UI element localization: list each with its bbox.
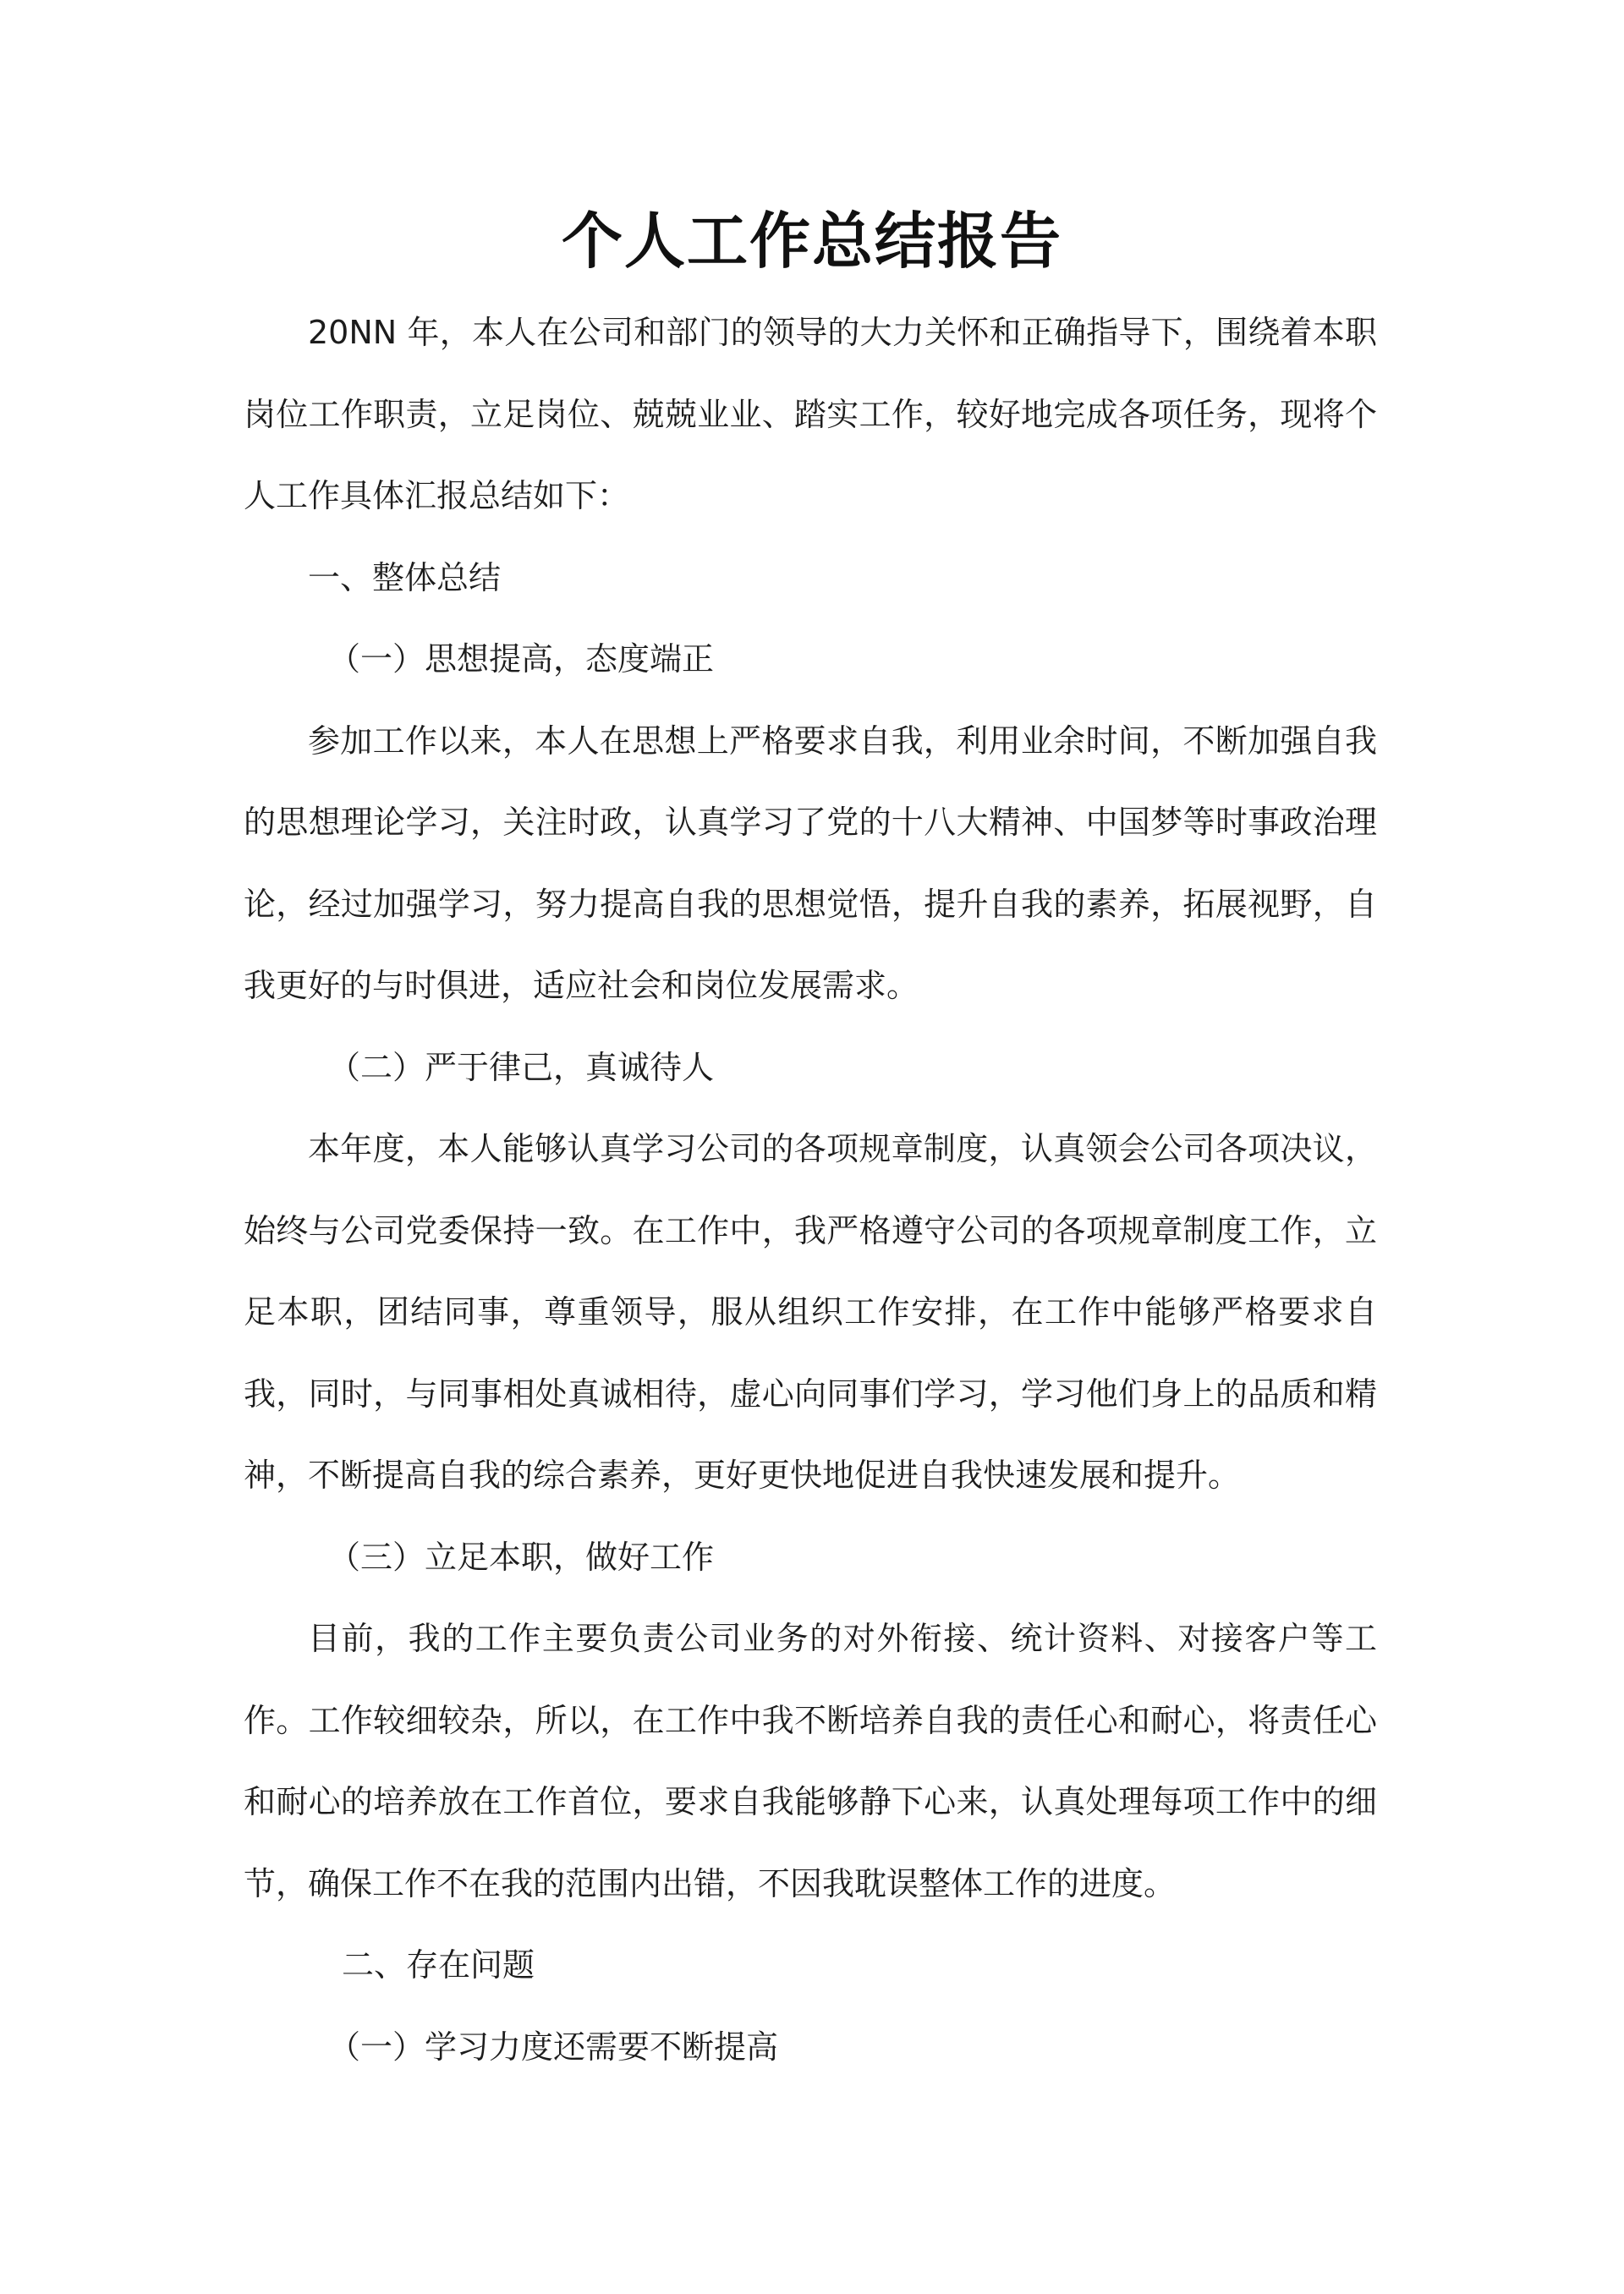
section-heading-overall-summary: 一、整体总结 [308, 558, 502, 596]
paragraph-discipline: 本年度，本人能够认真学习公司的各项规章制度，认真领会公司各项决议，始终与公司党委保持一致。在工作中，我严格遵守公司的各项规章制度工作，立足本职，团结同事，尊重领导，服从组织工作安排，在工作中能够严格要求自我，同时，与同事相处真诚相待，虚心向同事们学习，学习他们身上的品质和精神，不断提高自我的综合素养，更好更快地促进自我快速发展和提升。 [244, 1130, 1377, 1494]
intro-paragraph: 20NN 年，本人在公司和部门的领导的大力关怀和正确指导下，围绕着本职岗位工作职责，立足岗位、兢兢业业、踏实工作，较好地完成各项任务，现将个人工作具体汇报总结如下： [244, 314, 1377, 514]
subsection-heading-learning: （一）学习力度还需要不断提高 [328, 2028, 779, 2066]
document-body [244, 292, 1377, 2088]
subsection-heading-thought: （一）思想提高，态度端正 [328, 640, 715, 678]
subsection-heading-work: （三）立足本职，做好工作 [328, 1538, 715, 1576]
section-heading-problems: 二、存在问题 [342, 1946, 535, 1984]
subsection-heading-discipline: （二）严于律己，真诚待人 [328, 1048, 715, 1086]
paragraph-thought: 参加工作以来，本人在思想上严格要求自我，利用业余时间，不断加强自我的思想理论学习，关注时政，认真学习了党的十八大精神、中国梦等时事政治理论，经过加强学习，努力提高自我的思想觉悟，提升自我的素养，拓展视野，自我更好的与时俱进，适应社会和岗位发展需求。 [244, 722, 1377, 1004]
paragraph-work: 目前，我的工作主要负责公司业务的对外衔接、统计资料、对接客户等工作。工作较细较杂，所以，在工作中我不断培养自我的责任心和耐心，将责任心和耐心的培养放在工作首位，要求自我能够静下心来，认真处理每项工作中的细节，确保工作不在我的范围内出错，不因我耽误整体工作的进度。 [244, 1620, 1377, 1902]
document-title: 个人工作总结报告 [561, 206, 1062, 277]
